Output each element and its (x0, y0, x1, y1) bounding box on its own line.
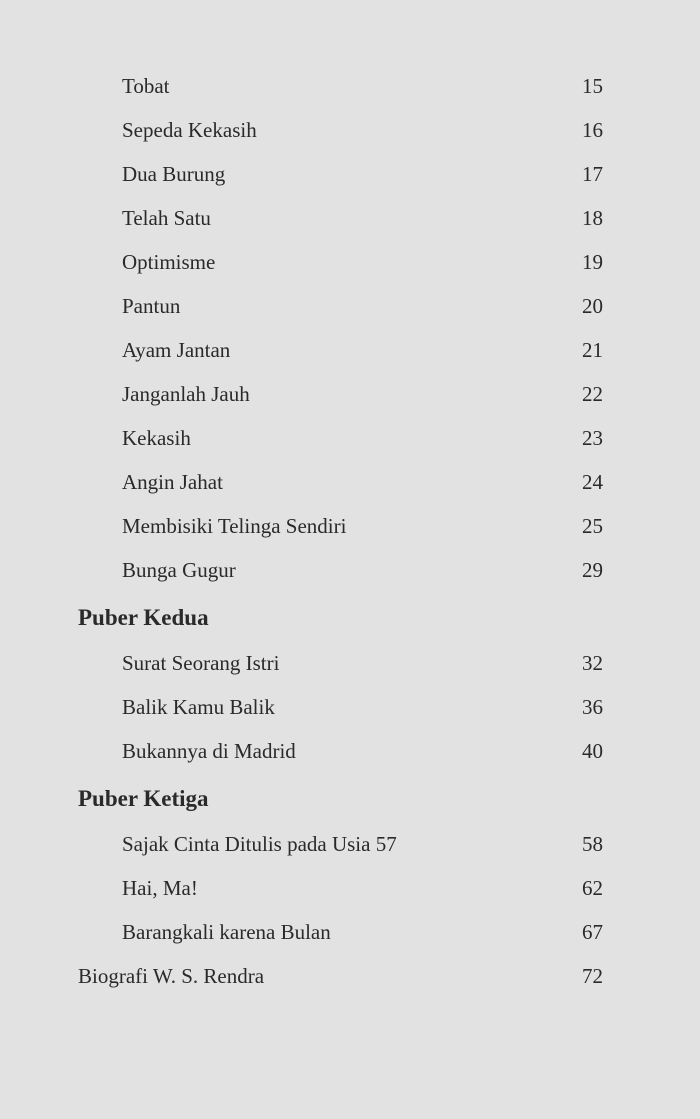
toc-section-heading (0, 605, 700, 635)
toc-entry (0, 470, 700, 500)
toc-entry (0, 206, 700, 236)
toc-entry-title: Bunga Gugur (122, 558, 236, 582)
toc-entry (0, 426, 700, 456)
toc-entry-title: Optimisme (122, 250, 216, 274)
toc-entry (0, 250, 700, 280)
toc-page-number: 23 (582, 426, 603, 450)
toc-entry (0, 382, 700, 412)
toc-page-number: 36 (582, 695, 603, 719)
toc-entry-title: Biografi W. S. Rendra (78, 964, 265, 988)
toc-section-heading (0, 786, 700, 816)
toc-page-number: 62 (582, 876, 603, 900)
toc-page-number: 20 (582, 294, 603, 318)
toc-entry (0, 739, 700, 769)
toc-entry (0, 294, 700, 324)
toc-entry-title: Bukannya di Madrid (122, 739, 296, 763)
toc-entry (0, 832, 700, 862)
toc-entry (0, 558, 700, 588)
toc-entry (0, 162, 700, 192)
toc-entry (0, 920, 700, 950)
toc-page-number: 21 (582, 338, 603, 362)
toc-page-number: 58 (582, 832, 603, 856)
toc-entry-title: Pantun (122, 294, 181, 318)
toc-entry-title: Membisiki Telinga Sendiri (122, 514, 347, 538)
toc-entry-title: Puber Kedua (78, 605, 209, 630)
toc-entry (0, 338, 700, 368)
toc-entry-title: Surat Seorang Istri (122, 651, 280, 675)
toc-entry-title: Angin Jahat (122, 470, 223, 494)
toc-page-number: 19 (582, 250, 603, 274)
toc-entry (0, 74, 700, 104)
toc-entry-title: Hai, Ma! (122, 876, 198, 900)
toc-page-number: 29 (582, 558, 603, 582)
toc-page-number: 16 (582, 118, 603, 142)
toc-page-number: 24 (582, 470, 603, 494)
toc-entry-title: Tobat (122, 74, 170, 98)
toc-entry-title: Puber Ketiga (78, 786, 209, 811)
toc-page-number: 17 (582, 162, 603, 186)
toc-page-number: 22 (582, 382, 603, 406)
toc-entry-title: Dua Burung (122, 162, 226, 186)
toc-entry (0, 118, 700, 148)
toc-page-number: 67 (582, 920, 603, 944)
toc-page-number: 25 (582, 514, 603, 538)
toc-page-number: 40 (582, 739, 603, 763)
toc-page-number: 72 (582, 964, 603, 988)
toc-entry-title: Ayam Jantan (122, 338, 231, 362)
toc-entry-title: Kekasih (122, 426, 191, 450)
toc-entry (0, 876, 700, 906)
toc-entry (0, 514, 700, 544)
toc-entry (0, 964, 700, 994)
toc-entry-title: Telah Satu (122, 206, 211, 230)
toc-entry-title: Janganlah Jauh (122, 382, 250, 406)
toc-entry-title: Sajak Cinta Ditulis pada Usia 57 (122, 832, 397, 856)
toc-entry (0, 651, 700, 681)
toc-entry-title: Barangkali karena Bulan (122, 920, 331, 944)
toc-page-number: 15 (582, 74, 603, 98)
toc-entry-title: Balik Kamu Balik (122, 695, 275, 719)
toc-page-number: 32 (582, 651, 603, 675)
toc-page-number: 18 (582, 206, 603, 230)
toc-entry (0, 695, 700, 725)
toc-entry-title: Sepeda Kekasih (122, 118, 257, 142)
